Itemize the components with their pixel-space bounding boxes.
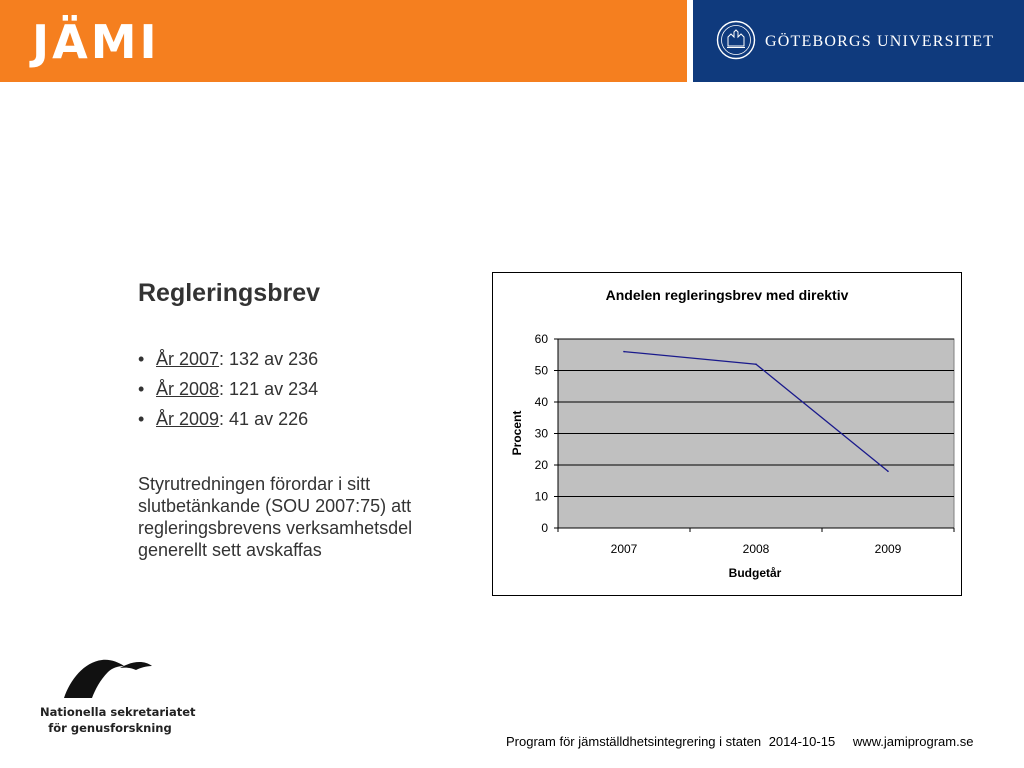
genusforskning-logo-icon [40,658,180,698]
jami-logo: JÄMI [32,15,160,69]
chart-container [492,272,962,596]
data-point [887,471,889,473]
x-tick-label: 2008 [742,542,770,556]
plot-area [535,332,954,556]
university-name: GÖTEBORGS UNIVERSITET [765,33,995,50]
x-axis-label: Budgetår [728,566,782,580]
data-point [623,351,625,353]
bullet-dot: • [138,349,145,369]
x-tick-label: 2007 [610,542,638,556]
bullet-dot: • [138,409,145,429]
y-tick-label: 60 [534,332,548,346]
bullet-dot: • [138,379,145,399]
x-tick-label: 2009 [874,542,902,556]
y-tick-label: 50 [534,363,548,378]
university-seal-icon [716,20,756,60]
y-tick-label: 40 [534,395,548,409]
year-link-2008[interactable]: År 2008 [156,379,220,399]
y-tick-label: 0 [541,521,548,535]
bullet-text: : 41 av 226 [219,409,309,429]
footer-date: 2014-10-15 [768,734,836,749]
data-point [755,363,757,365]
header-orange-band [0,0,687,82]
y-tick-label: 10 [534,489,548,504]
year-link-2007[interactable]: År 2007 [156,349,220,369]
bullet-item [138,408,318,438]
chart-title: Andelen regleringsbrev med direktiv [605,287,849,303]
footer [506,734,973,750]
genusforskning-logo-text [40,704,196,736]
line-chart [493,273,961,595]
footer-program: Program för jämställdhetsintegrering i staten [506,734,762,749]
bullet-item [138,378,318,408]
bullet-text: : 121 av 234 [219,379,319,399]
body-paragraph: Styrutredningen förordar i sitt slutbetänkande (SOU 2007:75) att regleringsbrevens verksamhetsdel generellt sett avskaffas [138,474,413,560]
bullet-text: : 132 av 236 [219,349,319,369]
year-link-2009[interactable]: År 2009 [156,409,220,429]
bullet-item [138,348,318,378]
y-tick-label: 20 [534,458,548,472]
footer-url[interactable]: www.jamiprogram.se [852,734,974,749]
bullet-list [138,348,318,438]
slide-title: Regleringsbrev [138,279,321,307]
logo-text-line1: Nationella sekretariatet [40,705,196,719]
y-axis-label: Procent [510,410,524,456]
logo-text-line2: för genusforskning [48,721,172,735]
y-tick-label: 30 [534,426,548,441]
